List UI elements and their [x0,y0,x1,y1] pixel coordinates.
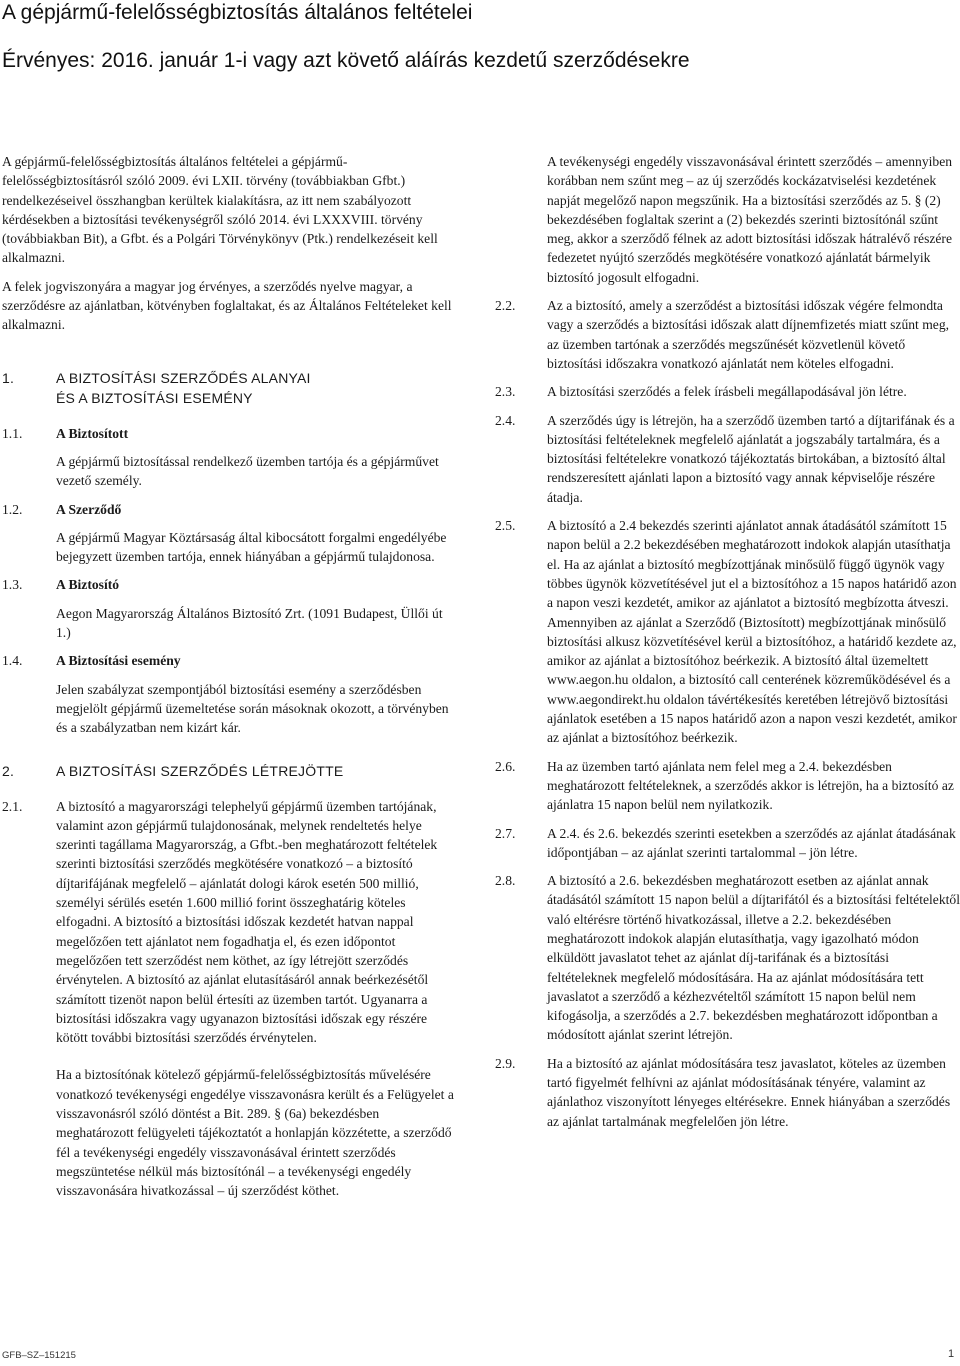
clause-text: Ha a biztosító az ajánlat módosítására tesz javaslatot, köteles az üzemben tartó figyelmét felhívni az ajánlat módosításának tényére, valamint az ajánlathoz viszonyított lényeges eltérésekre. Ennek hiányában a szerződés az ajánlat tartalmának megfelelően jön létre. [547,1055,951,1129]
clause-title: A Biztosítási esemény [56,653,181,669]
left-column [2,152,456,1209]
clause-number: 2.8. [495,873,516,889]
clause-item [495,411,960,507]
document-code: GFB–SZ–151215 [2,1350,76,1361]
clause-title: A Szerződő [56,501,122,517]
clause-text: Aegon Magyarország Általános Biztosító Zrt. (1091 Budapest, Üllői út 1.) [56,605,443,641]
section-title-line: A BIZTOSÍTÁSI SZERZŐDÉS ALANYAI [56,369,311,386]
section-title [56,368,311,408]
clause-number: 2.4. [495,412,516,428]
clause-item [495,1054,960,1131]
section-number: 1. [2,369,15,386]
clause-title: A Biztosított [56,425,129,441]
clause-text: A biztosítási szerződés a felek írásbeli megállapodásával jön létre. [547,384,907,400]
clause-item [2,424,456,491]
clause-number: 2.5. [495,518,516,534]
clause-item [495,871,960,1045]
intro-paragraph: A felek jogviszonyára a magyar jog érvényes, a szerződés nyelve magyar, a szerződésre az ajánlatban, kötvényben foglaltakat, és az Általános Feltételeket kell alkalmazni. [2,278,452,333]
clause-text: A biztosító a 2.6. bekezdésben meghatározott esetben az ajánlat annak átadásától számított 15 napon belül a díjtarifától és a biztosítási feltételektől való eltérésre történő hivatkozással, illetve a 2.2. bekezdésében meghatározott indokok alapján elutasíthatja, vagy igazolható módon elküldött javaslatot tehet az ajánlat díj-tarifának és a biztosítási feltételeknek megfelelő módosítására. Ha az ajánlat módosítására tett javaslatot a szerződő a kézhezvételtől számított 15 napon belül nem kifogásolja, a szerződés a 2.7. bekezdésben meghatározott időpontban a módosított ajánlat szerint létrejön. [547,873,960,1043]
clause-item [495,382,960,401]
clause-number: 1.3. [2,577,23,593]
clause-number: 2.2. [495,298,516,314]
clause-number: 2.7. [495,825,516,841]
clause-text: A biztosító a 2.4 bekezdés szerinti ajánlatot annak átadásától számított 15 napon belül a 2.2 bekezdésében meghatározott indokok alapján utasíthatja el. Ha az ajánlat a biztosító megbízottjának minősülő függő ügynök vagy többes ügynök közvetítésével jut el a biztosítóhoz a 15 napos határidő azon a napon veszi kezdetét, amikor az ajánlatot a biztosító megbízotta átveszi. Amennyiben az ajánlat a Szerződő (Biztosított) megbízottjának minősülő biztosítási alkusz közvetítésével kerül a biztosítóhoz, a határidő kezdete az, amikor az ajánlat a biztosítóhoz beérkezik. A biztosító által üzemeltett www.aegon.hu oldalon, a biztosító call centerének közreműködésével és a www.aegondirekt.hu oldalon távértékesítés keretében létrejövő biztosítási ajánlatok esetében a 15 napos határidő azon a napon veszi kezdetét, amikor az ajánlat a biztosítóhoz beérkezik. [547,518,957,746]
clause-item [495,824,960,863]
clause-text: A gépjármű Magyar Köztársaság által kibocsátott forgalmi engedélyébe bejegyzett üzemben tartója, ennek hiányában a gépjármű tulajdonosa. [56,529,447,565]
clause-number: 1.2. [2,501,23,517]
clause-item [2,651,456,737]
clause-item [2,500,456,567]
clause-text: Jelen szabályzat szempontjából biztosítási esemény a szerződésben megjelölt gépjármű üzemeltetése során másoknak okozott, a törvényben és a szabályzatban nem kizárt kár. [56,681,449,736]
document-subtitle: Érvényes: 2016. január 1-i vagy azt követő aláírás kezdetű szerződésekre [2,49,690,72]
section-heading-2 [2,761,456,781]
section-heading-1 [2,368,456,408]
clause-item [2,797,456,1057]
section-title-line: ÉS A BIZTOSÍTÁSI ESEMÉNY [56,389,253,406]
clause-number: 2.1. [2,798,23,814]
clause-text: Ha a biztosítónak kötelező gépjármű-felelősségbiztosítás művelésére vonatkozó tevékenységi engedélye visszavonásra került és a Felügyelet a visszavonásról szóló döntést a Bit. 289. § (6a) bekezdésben meghatározott felügyeleti tájékoztatót a honlapján közzétette, a szerződő fél a tevékenységi engedély visszavonásával érintett szerződés megszüntetése nélkül más biztosítónál – a tevékenységi engedély visszavonására hivatkozással – új szerződést köthet. [56,1067,454,1199]
right-column [495,152,960,1140]
continued-paragraph: A tevékenységi engedély visszavonásával érintett szerződés – amennyiben korábban nem szűnt meg – az új szerződés kockázatviselési kezdetének napját megelőző napon megszűnik. Ha a biztosítási szerződés az 5. § (2) bekezdésében foglaltak szerint a (2) bekezdés szerinti biztosítónál szűnt meg, akkor a szerződő félnek az adott biztosítási időszak hátralévő részére fedezetet nyújtó szerződés megkötésére vonatkozó ajánlatát bármelyik biztosító jogosult elfogadni. [547,154,953,285]
clause-text: A 2.4. és 2.6. bekezdés szerinti esetekben a szerződés az ajánlat átadásának időpontjában – az ajánlat szerinti tartalommal – jön létre. [547,825,956,860]
clause-text: A biztosító a magyarországi telephelyű gépjármű üzemben tartójának, valamint azon gépjármű tulajdonosának, melynek rendeltetés helye szerinti tagállama Magyarország, a Gfbt.-ben meghatározott feltételek szerinti biztosítási szerződés megkötésére vonatkozó – a biztosító díjtarifájának megfelelő – ajánlatát dologi károk esetén 500 millió, személyi sérülés esetén 1.600 millió forint összeghatárig köteles elfogadni. A biztosító a biztosítási időszak kezdetét hatvan nappal megelőzően tett ajánlatot nem fogadhatja el, és ezen időpontot megelőzően tett szerződést nem köthet, az így létrejött szerződés érvénytelen. A biztosító az ajánlat elutasításáról annak beérkezésétől számított tizenöt napon belül értesíti az üzemben tartót. Ugyanarra a biztosítási időszakra vagy ugyanazon biztosítási időszak egy részére kötött további biztosítási szerződés érvénytelen. [56,798,438,1046]
clause-item [2,575,456,642]
section-title: A BIZTOSÍTÁSI SZERZŐDÉS LÉTREJÖTTE [56,762,344,779]
clause-number: 2.6. [495,758,516,774]
clause-text: A gépjármű biztosítással rendelkező üzemben tartója és a gépjárművet vezető személy. [56,453,439,489]
intro-paragraph: A gépjármű-felelősségbiztosítás általános feltételei a gépjármű-felelősségbiztosításról szóló 2009. évi LXII. törvény (továbbiakban Gfbt.) rendelkezéseivel összhangban kerültek kialakításra, az itt nem szabályozott kérdésekben a biztosítási tevékenységről szóló 2014. évi LXXXVIII. törvény (továbbiakban Bit), a Gfbt. és a Polgári Törvénykönyv (Ptk.) rendelkezéseit kell alkalmazni. [2,154,438,266]
clause-number: 2.9. [495,1055,516,1071]
clause-item [495,516,960,748]
page-number: 1 [948,1348,955,1360]
section-number: 2. [2,762,15,779]
clause-title: A Biztosító [56,577,120,593]
clause-number: 1.1. [2,425,23,441]
clause-text: Ha az üzemben tartó ajánlata nem felel meg a 2.4. bekezdésben meghatározott feltételeknek, a szerződés akkor is létrejön, ha a biztosító az ajánlatra 15 napon belül nem nyilatkozik. [547,758,954,813]
clause-number: 1.4. [2,653,23,669]
clause-item [495,757,960,815]
clause-text: Az a biztosító, amely a szerződést a biztosítási időszak végére felmondta vagy a szerződés a biztosítási időszak alatt díjnemfizetés miatt szűnt meg, az üzemben tartónak a szerződés megszűnését közvetlenül követő biztosítási időszakra vonatkozó ajánlatát nem köteles elfogadni. [547,298,950,371]
clause-text: A szerződés úgy is létrejön, ha a szerződő üzemben tartó a díjtarifának és a biztosítási feltételeknek megfelelő ajánlatát a jogszabály tartalmára, és a biztosítási feltételekre vonatkozó tájékoztatás birtokában, a biztosító által rendszeresített ajánlati lapon a biztosító vagy annak képviselője részére átadja. [547,412,955,505]
clause-number: 2.3. [495,384,516,400]
document-title: A gépjármű-felelősségbiztosítás általános feltételei [2,1,473,24]
clause-item [495,296,960,373]
